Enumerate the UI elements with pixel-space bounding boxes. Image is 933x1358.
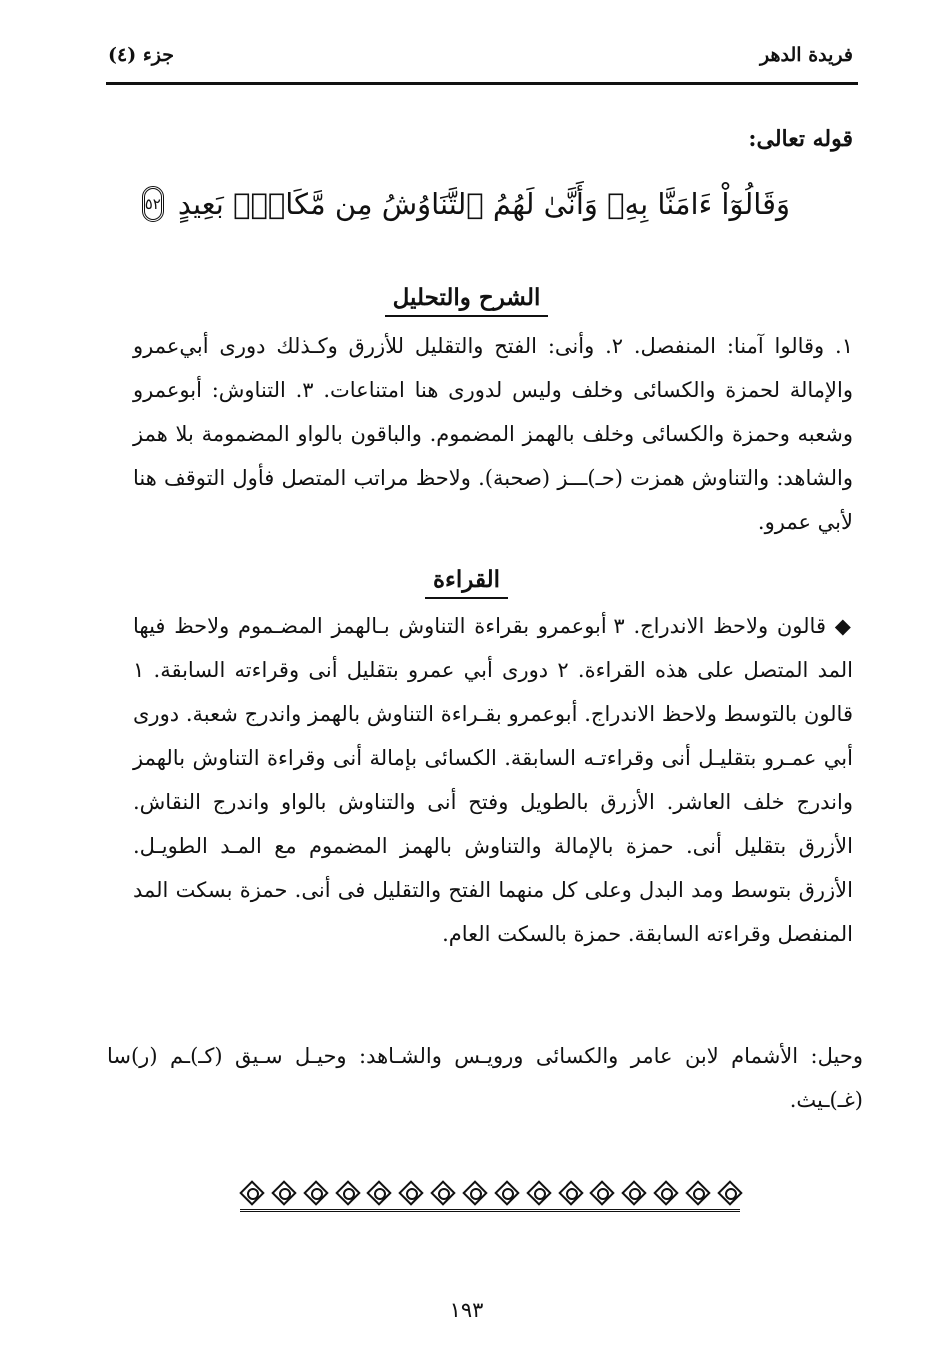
flower-ornament-icon: [622, 1181, 644, 1203]
flower-ornament-icon: [686, 1181, 708, 1203]
flower-ornament-icon: [495, 1181, 517, 1203]
reading-paragraph-text: قالون ولاحظ الاندراج. ٣ أبوعمرو بقراءة التناوش بـالهمز المضـموم ولاحظ فيها المد المتصل على هذه القراءة. ٢ دورى أبي عمرو بتقليل أنى وقراءته السابقة. ١ قالون بالتوسط ولاحظ الاندراج. أبوعمرو بقـراءة التناوش بالهمز واندرج شعبة. دورى أبي عمـرو بتقليـل أنى وقراءتـه السابقة. الكسائى بإمالة أنى وقراءة التناوش بالهمز واندرج خلف العاشر. الأزرق بالطويل وفتح أنى والتناوش بالواو واندرج النقاش. الأزرق بتقليل أنى. حمزة بالإمالة والتناوش بالهمز المضموم مع المـد الطويـل. الأزرق بتوسط ومد البدل وعلى كل منهما الفتح والتقليل فى أنى. حمزة بسكت المد المنفصل وقراءته السابقة. حمزة بالسكت العام.: [133, 614, 853, 946]
flower-ornament-icon: [304, 1181, 326, 1203]
section-title-explanation-text: الشرح والتحليل: [385, 284, 549, 317]
ornament-divider: [240, 1177, 740, 1207]
flower-ornament-icon: [336, 1181, 358, 1203]
closing-paragraph: وحيل: الأشمام لابن عامر والكسائى ورويـس والشـاهد: وحيـل سـيق (كـ)ـم (ر)سا (غـ)ـيث.: [107, 1044, 863, 1112]
flower-ornament-icon: [718, 1181, 740, 1203]
diamond-bullet-icon: ◆: [834, 614, 853, 638]
flower-ornament-icon: [431, 1181, 453, 1203]
verse-number-marker: ٥٢: [142, 186, 164, 222]
verse-text: وَقَالُوٓاْ ءَامَنَّا بِهِۦ وَأَنَّىٰ لَهُمُ ٱلتَّنَاوُشُ مِن مَّكَانِۭ بَعِيدٍ: [177, 187, 790, 221]
quran-verse: [144, 176, 790, 232]
reading-paragraph: [133, 604, 853, 956]
verse-intro-label: قوله تعالى:: [748, 126, 853, 152]
flower-ornament-icon: [590, 1181, 612, 1203]
flower-ornament-icon: [399, 1181, 421, 1203]
ornament-underline: [240, 1209, 740, 1212]
flower-ornament-icon: [527, 1181, 549, 1203]
flower-ornament-icon: [240, 1181, 262, 1203]
flower-ornament-icon: [463, 1181, 485, 1203]
section-title-reading: [0, 566, 933, 599]
page-number: ١٩٣: [449, 1298, 484, 1322]
flower-ornament-icon: [654, 1181, 676, 1203]
flower-ornament-icon: [559, 1181, 581, 1203]
flower-ornament-icon: [272, 1181, 294, 1203]
volume-label: جزء (٤): [108, 44, 174, 66]
header-divider: [106, 82, 858, 85]
flower-ornament-icon: [367, 1181, 389, 1203]
book-title: فريدة الدهر: [760, 44, 853, 66]
section-title-reading-text: القراءة: [425, 566, 508, 599]
section-title-explanation: [0, 284, 933, 317]
explanation-paragraph: ١. وقالوا آمنا: المنفصل. ٢. وأنى: الفتح والتقليل للأزرق وكـذلك دورى أبي‌عمرو والإمالة لحمزة والكسائى وخلف وليس لدورى هنا امتناعات. ٣. التناوش: أبوعمرو وشعبه وحمزة والكسائى وخلف بالهمز المضموم. والباقون بالواو المضمومة بلا همز والشاهد: والتناوش همزت (حـ)ـــز (صحبة). ولاحظ مراتب المتصل فأول التوقف هنا لأبي عمرو.: [133, 334, 853, 534]
